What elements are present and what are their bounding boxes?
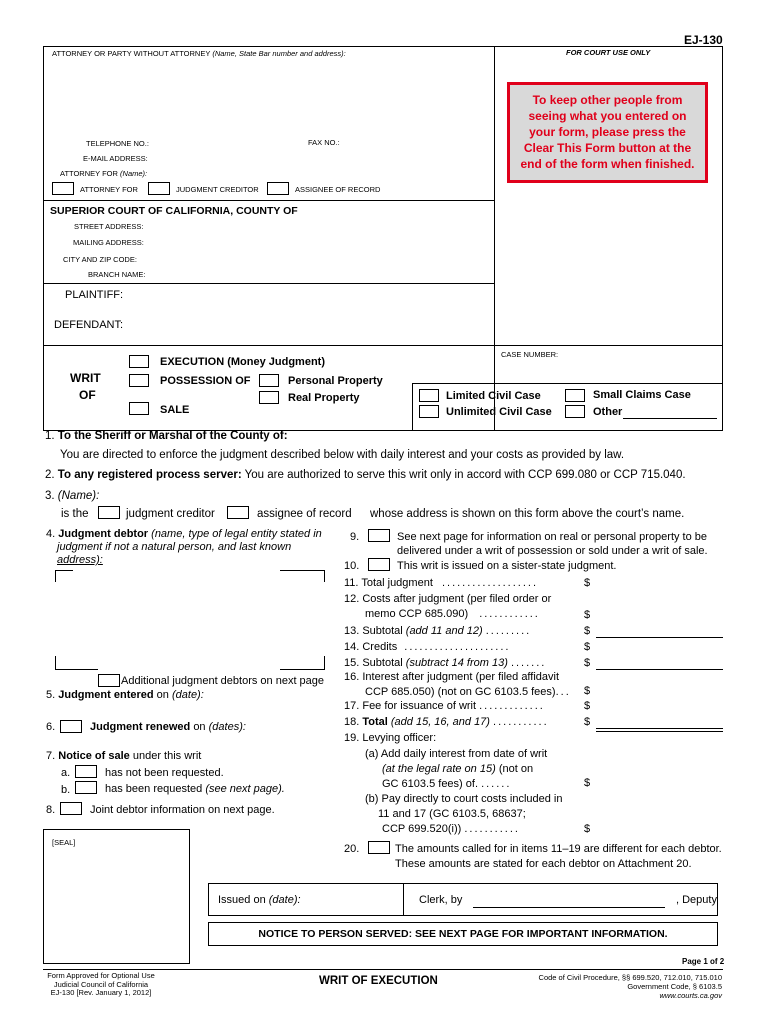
item-20-num: 20.	[344, 843, 360, 855]
item-7b-checkbox[interactable]	[75, 781, 97, 794]
approved-line-2: Judicial Council of California	[53, 979, 149, 989]
item-7a-checkbox[interactable]	[75, 765, 97, 778]
item-13-label: 13. Subtotal	[344, 625, 403, 637]
real-property-label: Real Property	[288, 392, 360, 404]
attorney-label: ATTORNEY OR PARTY WITHOUT ATTORNEY	[52, 49, 211, 58]
branch-label: BRANCH NAME:	[88, 270, 146, 279]
item-19a-dollar: $	[584, 777, 591, 789]
item-6-num: 6.	[46, 721, 56, 733]
item-2-num: 2.	[45, 469, 55, 481]
item-16-dollar: $	[584, 685, 591, 697]
form-title: WRIT OF EXECUTION	[319, 975, 438, 987]
item-3-assignee: assignee of record	[257, 508, 352, 520]
item-18-bold: Total	[362, 716, 388, 728]
item-11: 11. Total judgment ...................	[344, 577, 539, 589]
clerk-by: Clerk, by	[419, 894, 463, 906]
opt-judgment-creditor: JUDGMENT CREDITOR	[176, 185, 259, 194]
court-title: SUPERIOR COURT OF CALIFORNIA, COUNTY OF	[50, 205, 298, 217]
item-20-line-2: These amounts are stated for each debtor on Attachment 20.	[395, 858, 692, 870]
item-15: 15. Subtotal (subtract 14 from 13) .......	[344, 657, 547, 669]
issued-on-hint: (date):	[268, 894, 301, 906]
item-3-whose: whose address is shown on this form above the court’s name.	[370, 508, 685, 520]
item-6-bold: Judgment renewed	[90, 721, 191, 733]
item-19a-line-1: (a) Add daily interest from date of writ	[365, 748, 548, 760]
item-7-text: under this writ	[132, 750, 202, 762]
possession-checkbox[interactable]	[129, 374, 149, 387]
item-18-hint: (add 15, 16, and 17)	[390, 716, 490, 728]
item-2-bold: To any registered process server:	[57, 469, 242, 481]
item-13-dollar: $	[584, 625, 591, 637]
parties-divider	[43, 283, 494, 284]
plaintiff-label: PLAINTIFF:	[65, 289, 124, 301]
attorney-for-wrap	[60, 169, 147, 178]
item-1	[45, 430, 288, 442]
execution-label: EXECUTION (Money Judgment)	[160, 356, 326, 368]
item-12-line-2: memo CCP 685.090)	[365, 608, 469, 620]
notice-box	[208, 922, 718, 946]
deputy-label: , Deputy	[676, 894, 717, 906]
item-20-line-1: The amounts called for in items 11–19 are different for each debtor.	[395, 843, 722, 855]
item-9	[397, 530, 708, 558]
writ-label-1: WRIT	[70, 371, 101, 385]
item-17-label: 17. Fee for issuance of writ	[344, 700, 477, 712]
item-14: 14. Credits .....................	[344, 641, 511, 653]
additional-debtors-checkbox[interactable]	[98, 674, 120, 687]
code-line-1: Code of Civil Procedure, §§ 699.520, 712.010, 715.010	[538, 973, 722, 982]
seal-label: [SEAL]	[52, 838, 76, 847]
city-label: CITY AND ZIP CODE:	[63, 255, 137, 264]
item-13-hint: (add 11 and 12)	[405, 625, 483, 637]
item-18-num: 18.	[344, 716, 360, 728]
small-claims-checkbox[interactable]	[565, 389, 585, 402]
item-18: 18. Total (add 15, 16, and 17) ...........	[344, 716, 549, 728]
item-17: 17. Fee for issuance of writ .............	[344, 700, 545, 712]
item-18-amount-line-1[interactable]	[596, 728, 723, 729]
item-11-dollar: $	[584, 577, 591, 589]
mailing-label: MAILING ADDRESS:	[73, 238, 144, 247]
case-number-label: CASE NUMBER:	[501, 350, 559, 359]
item-3	[45, 490, 99, 502]
approved-line-1: Form Approved for Optional Use	[47, 971, 155, 980]
item-19b-line-3: CCP 699.520(i))	[382, 823, 462, 835]
item-9-num: 9.	[350, 531, 360, 543]
item-5-text: on	[156, 689, 169, 701]
judgment-creditor-checkbox[interactable]	[148, 182, 170, 195]
privacy-notice	[507, 82, 708, 183]
defendant-label: DEFENDANT:	[54, 319, 124, 331]
attorney-for-checkbox[interactable]	[52, 182, 74, 195]
item-18-amount-line-2	[596, 731, 723, 732]
item-3-creditor: judgment creditor	[126, 508, 215, 520]
item-7-num: 7.	[46, 750, 56, 762]
item-7b	[105, 783, 285, 795]
item-18-dollar: $	[584, 716, 591, 728]
code-block	[520, 973, 722, 1000]
item-15-hint: (subtract 14 from 13)	[405, 657, 508, 669]
page-number: Page 1 of 2	[682, 957, 725, 966]
item-2-text: You are authorized to serve this writ only in accord with CCP 699.080 or CCP 715.040.	[244, 469, 686, 481]
item-12-dollar: $	[584, 609, 591, 621]
item-4-additional: Additional judgment debtors on next page	[121, 675, 325, 687]
attorney-label-wrap	[52, 49, 346, 58]
item-6	[90, 721, 246, 733]
other-label: Other	[593, 406, 623, 418]
item-20-checkbox[interactable]	[368, 841, 390, 854]
fax-label: FAX NO.:	[308, 138, 340, 147]
court-use-label: FOR COURT USE ONLY	[566, 48, 651, 57]
approved-line-3: EJ-130 [Rev. January 1, 2012]	[50, 988, 152, 997]
item-9-line-2: delivered under a writ of possession or sold under a writ of sale.	[397, 545, 708, 557]
item-5	[46, 689, 204, 701]
unlimited-checkbox[interactable]	[419, 405, 439, 418]
item-19a-line-2b: (not on	[498, 763, 534, 775]
approved-block	[45, 972, 157, 998]
attorney-hint: (Name, State Bar number and address):	[212, 49, 346, 58]
limited-checkbox[interactable]	[419, 389, 439, 402]
item-19a: (a) Add daily interest from date of writ (at the legal rate on 15) (not on GC 6103.5 fees) of. ......	[365, 748, 548, 790]
item-2	[45, 469, 686, 481]
personal-property-checkbox[interactable]	[259, 374, 279, 387]
item-3-creditor-checkbox[interactable]	[98, 506, 120, 519]
item-1-num: 1.	[45, 430, 55, 442]
item-9-line-1: See next page for information on real or personal property to be	[397, 531, 708, 543]
item-10-num: 10.	[344, 560, 360, 572]
item-16: 16. Interest after judgment (per filed affidavit CCP 685.050) (not on GC 6103.5 fees)...	[344, 671, 571, 698]
street-label: STREET ADDRESS:	[74, 222, 144, 231]
item-19: 19. Levying officer:	[344, 732, 437, 744]
item-1-title: To the Sheriff or Marshal of the County of:	[57, 430, 288, 442]
issued-on-label: Issued on	[218, 894, 266, 906]
item-19b-dollar: $	[584, 823, 591, 835]
item-4-hint-1: (name, type of legal entity stated in	[151, 528, 322, 540]
header-divider	[494, 46, 495, 431]
item-19a-line-2: (at the legal rate on 15)	[382, 763, 496, 775]
item-17-dollar: $	[584, 700, 591, 712]
item-10-checkbox[interactable]	[368, 558, 390, 571]
privacy-notice-text: To keep other people from seeing what you entered on your form, please press the Clear This Form button at the end of the form when finished.	[520, 93, 695, 171]
item-7a-letter: a.	[61, 767, 71, 779]
notice-text: NOTICE TO PERSON SERVED: SEE NEXT PAGE FOR IMPORTANT INFORMATION.	[258, 928, 668, 940]
item-4-hint-2: judgment if not a natural person, and last known	[57, 541, 292, 553]
item-14-dollar: $	[584, 641, 591, 653]
item-12-line-1: 12. Costs after judgment (per filed order or	[344, 593, 552, 605]
attorney-for-label: ATTORNEY FOR	[60, 169, 118, 178]
item-6-text: on	[193, 721, 206, 733]
item-6-checkbox[interactable]	[60, 720, 82, 733]
item-5-num: 5.	[46, 689, 56, 701]
item-19a-line-3: GC 6103.5 fees) of.	[382, 778, 478, 790]
other-input-line[interactable]	[623, 418, 717, 419]
item-1-text: You are directed to enforce the judgment described below with daily interest and your costs as provided by law.	[60, 449, 625, 461]
item-12: 12. Costs after judgment (per filed order or memo CCP 685.090) ............	[344, 593, 552, 620]
item-15-amount-line[interactable]	[596, 669, 723, 670]
sale-label: SALE	[160, 404, 190, 416]
real-property-checkbox[interactable]	[259, 391, 279, 404]
item-5-hint: (date):	[171, 689, 204, 701]
item-4-hint-3: address):	[57, 554, 103, 566]
item-11-label: 11. Total judgment	[344, 577, 433, 589]
item-7-bold: Notice of sale	[58, 750, 130, 762]
item-7a-text: has not been requested.	[105, 767, 224, 779]
item-4-num: 4.	[46, 528, 56, 540]
item-13-amount-line[interactable]	[596, 637, 723, 638]
form-id: EJ-130	[684, 33, 723, 47]
item-7b-hint: (see next page).	[205, 783, 285, 795]
item-14-label: 14. Credits	[344, 641, 398, 653]
opt-attorney-for: ATTORNEY FOR	[80, 185, 138, 194]
unlimited-label: Unlimited Civil Case	[446, 406, 552, 418]
item-4-bold: Judgment debtor	[58, 528, 149, 540]
email-label: E-MAIL ADDRESS:	[83, 154, 148, 163]
execution-checkbox[interactable]	[129, 355, 149, 368]
courts-website-link[interactable]: www.courts.ca.gov	[659, 991, 722, 1000]
small-claims-label: Small Claims Case	[593, 389, 691, 401]
item-3-assignee-checkbox[interactable]	[227, 506, 249, 519]
assignee-checkbox[interactable]	[267, 182, 289, 195]
item-20	[395, 842, 722, 872]
attorney-for-hint: (Name):	[120, 169, 148, 178]
item-15-label: 15. Subtotal	[344, 657, 403, 669]
item-19b-line-1: (b) Pay directly to court costs included in	[365, 793, 563, 805]
code-line-2: Government Code, § 6103.5	[627, 982, 722, 991]
item-7	[46, 750, 201, 762]
seal-box	[43, 829, 190, 964]
item-8-num: 8.	[46, 804, 56, 816]
clerk-signature-line[interactable]	[473, 907, 665, 908]
sale-checkbox[interactable]	[129, 402, 149, 415]
item-10-text: This writ is issued on a sister-state judgment.	[397, 560, 617, 572]
item-7b-letter: b.	[61, 784, 71, 796]
item-19b-line-2: 11 and 17 (GC 6103.5, 68637;	[378, 808, 526, 820]
writ-label-2: OF	[79, 388, 96, 402]
item-3-name: (Name):	[57, 490, 100, 502]
item-16-line-1: 16. Interest after judgment (per filed affidavit	[344, 671, 560, 683]
item-3-is-the: is the	[61, 508, 89, 520]
court-divider	[43, 200, 494, 201]
item-13: 13. Subtotal (add 11 and 12) .........	[344, 625, 532, 637]
limited-label: Limited Civil Case	[446, 390, 541, 402]
telephone-label: TELEPHONE NO.:	[86, 139, 149, 148]
item-16-line-2: CCP 685.050) (not on GC 6103.5 fees)	[365, 686, 556, 698]
opt-assignee: ASSIGNEE OF RECORD	[295, 185, 381, 194]
issued-on	[218, 894, 301, 906]
item-7b-text: has been requested	[105, 783, 203, 795]
item-4	[46, 528, 346, 567]
debtor-input-area[interactable]	[58, 574, 322, 666]
possession-label: POSSESSION OF	[160, 375, 251, 387]
other-checkbox[interactable]	[565, 405, 585, 418]
item-8-text: Joint debtor information on next page.	[90, 804, 275, 816]
item-3-num: 3.	[45, 490, 55, 502]
item-8-checkbox[interactable]	[60, 802, 82, 815]
item-19b: (b) Pay directly to court costs included in 11 and 17 (GC 6103.5, 68637; CCP 699.520(i)) ...........	[365, 793, 563, 835]
footer-rule	[43, 969, 723, 970]
item-6-hint: (dates):	[208, 721, 246, 733]
item-9-checkbox[interactable]	[368, 529, 390, 542]
item-15-dollar: $	[584, 657, 591, 669]
personal-property-label: Personal Property	[288, 375, 383, 387]
item-5-bold: Judgment entered	[58, 689, 154, 701]
